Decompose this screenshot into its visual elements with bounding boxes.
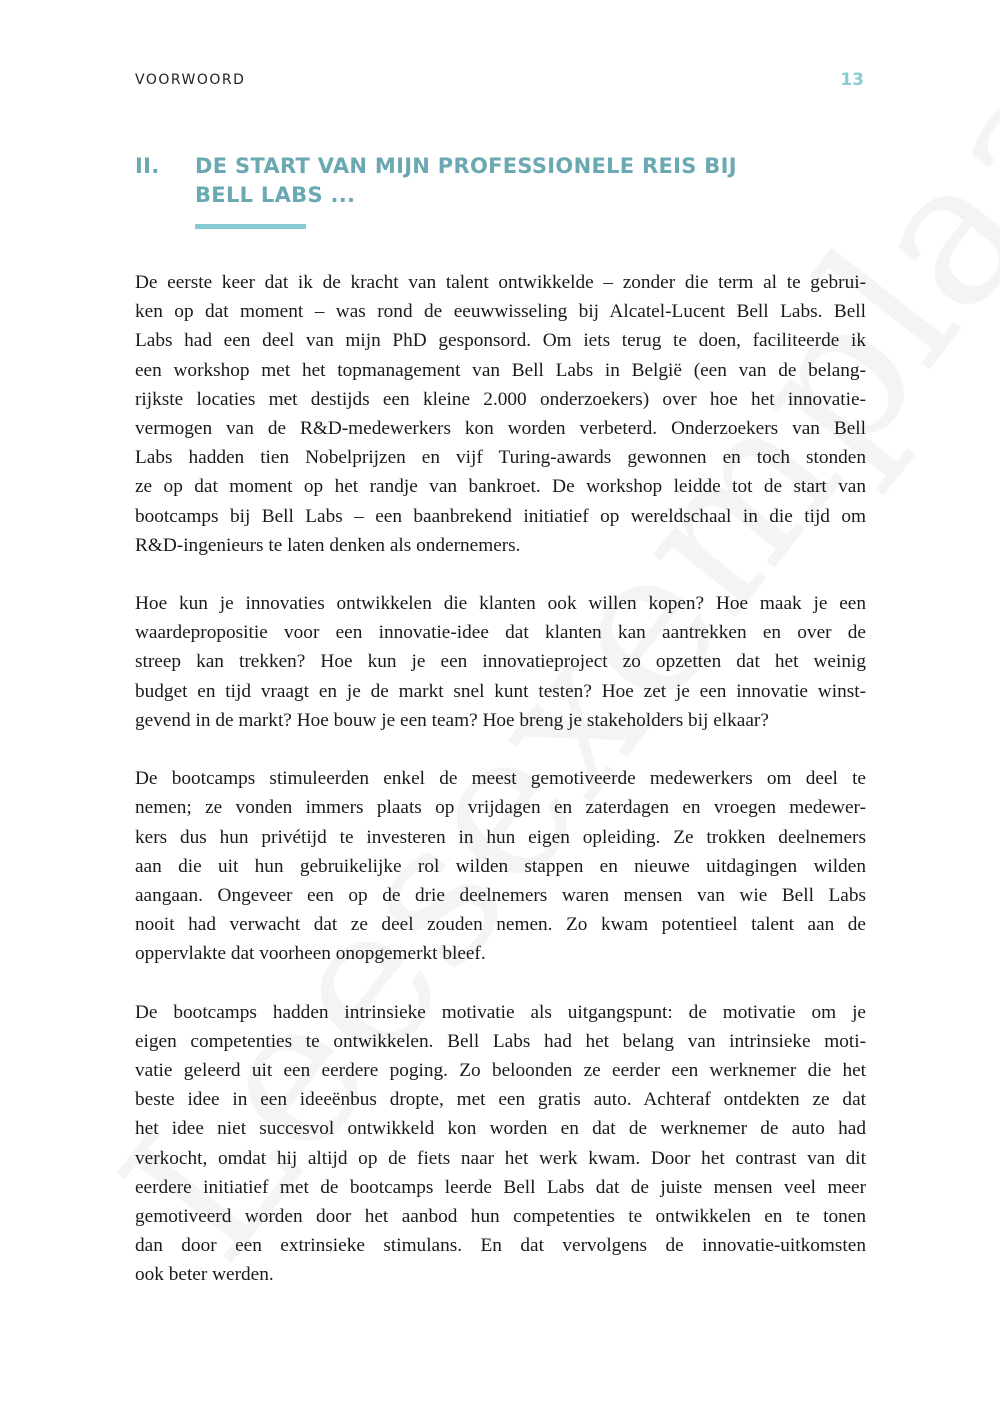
paragraph-gap — [135, 735, 866, 764]
text-line: aan die uit hun gebruikelijke rol wilden stappen en nieuwe uitdagingen wilden — [135, 855, 866, 877]
text-line: waardepropositie voor een innovatie-idee dat klanten kan aantrekken en over de — [135, 622, 866, 644]
section-title — [195, 152, 835, 210]
text-line: vermogen van de R&D-medewerkers kon worden verbeterd. Onderzoekers van Bell — [135, 417, 866, 439]
text-line: R&D-ingenieurs te laten denken als ondernemers. — [135, 534, 521, 556]
text-line: het idee niet succesvol ontwikkeld kon worden en dat de werknemer de auto had — [135, 1118, 866, 1140]
text-line: beste idee in een ideeënbus dropte, met een gratis auto. Achteraf ontdekten ze dat — [135, 1089, 866, 1111]
text-line: streep kan trekken? Hoe kun je een innovatieproject zo opzetten dat het weinig — [135, 651, 866, 673]
running-header: VOORWOORD — [135, 72, 246, 88]
section-title-line: BELL LABS ... — [195, 183, 356, 207]
text-line: Hoe kun je innovaties ontwikkelen die klanten ook willen kopen? Hoe maak je een — [135, 593, 866, 615]
heading-underline — [195, 224, 306, 229]
text-line: rijkste locaties met destijds een kleine 2.000 onderzoekers) over hoe het innovatie- — [135, 388, 866, 410]
page-number: 13 — [840, 70, 864, 90]
text-line: eerdere initiatief met de bootcamps leerde Bell Labs dat de juiste mensen veel meer — [135, 1176, 866, 1198]
text-line: Labs had een deel van mijn PhD gesponsord. Om iets terug te doen, faciliteerde ik — [135, 330, 866, 352]
text-line: nooit had verwacht dat ze deel zouden nemen. Zo kwam potentieel talent aan de — [135, 914, 866, 936]
text-line: eigen competenties te ontwikkelen. Bell Labs had het belang van intrinsieke moti- — [135, 1030, 866, 1052]
paragraph-gap — [135, 560, 866, 589]
text-line: ze op dat moment op het randje van bankroet. De workshop leidde tot de start van — [135, 476, 866, 498]
section-number: II. — [135, 154, 160, 178]
text-line: kers dus hun privétijd te investeren in hun eigen opleiding. Ze trokken deelnemers — [135, 826, 866, 848]
paragraph — [135, 764, 866, 968]
text-line: De bootcamps stimuleerden enkel de meest gemotiveerde medewerkers om deel te — [135, 768, 866, 790]
text-line: Labs hadden tien Nobelprijzen en vijf Turing-awards gewonnen en toch stonden — [135, 447, 866, 469]
text-line: een workshop met het topmanagement van Bell Labs in België (een van de belang- — [135, 359, 866, 381]
section-title-line: DE START VAN MIJN PROFESSIONELE REIS BIJ — [195, 154, 737, 178]
text-line: vatie geleerd uit een eerdere poging. Zo beloonden ze eerder een werknemer die het — [135, 1060, 866, 1082]
paragraph — [135, 268, 866, 560]
text-line: dan door een extrinsieke stimulans. En dat vervolgens de innovatie-uitkomsten — [135, 1235, 866, 1257]
text-line: gevend in de markt? Hoe bouw je een team? Hoe breng je stakeholders bij elkaar? — [135, 709, 769, 731]
text-line: ken op dat moment – was rond de eeuwwisseling bij Alcatel-Lucent Bell Labs. Bell — [135, 301, 866, 323]
text-line: De eerste keer dat ik de kracht van talent ontwikkelde – zonder die term al te gebrui- — [135, 272, 866, 293]
body-text — [135, 268, 866, 1290]
text-line: ook beter werden. — [135, 1264, 274, 1286]
text-line: gemotiveerd worden door het aanbod hun competenties te ontwikkelen en te tonen — [135, 1206, 866, 1227]
text-line: aangaan. Ongeveer een op de drie deelnemers waren mensen van wie Bell Labs — [135, 884, 866, 906]
text-line: verkocht, omdat hij altijd op de fiets naar het werk kwam. Door het contrast van dit — [135, 1147, 866, 1169]
text-line: oppervlakte dat voorheen onopgemerkt bleef. — [135, 943, 486, 965]
text-line: De bootcamps hadden intrinsieke motivatie als uitgangspunt: de motivatie om je — [135, 1001, 866, 1023]
paragraph — [135, 589, 866, 735]
paragraph — [135, 998, 866, 1290]
text-line: bootcamps bij Bell Labs – een baanbrekend initiatief op wereldschaal in die tijd om — [135, 505, 866, 527]
text-line: budget en tijd vraagt en je de markt snel kunt testen? Hoe zet je een innovatie winst- — [135, 680, 866, 702]
paragraph-gap — [135, 969, 866, 998]
text-line: nemen; ze vonden immers plaats op vrijdagen en zaterdagen en vroegen medewer- — [135, 797, 866, 819]
